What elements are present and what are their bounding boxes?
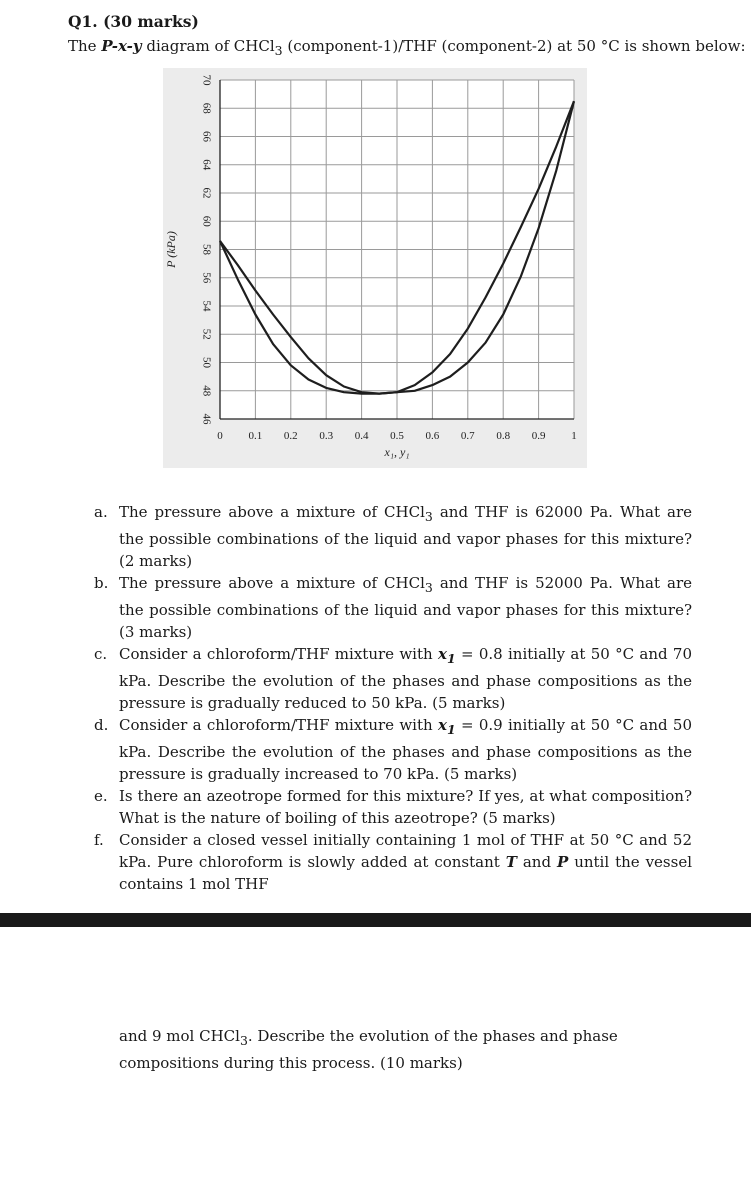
part-label: d.: [94, 716, 109, 734]
part-d: d. Consider a chloroform/THF mixture with $x_1 = 0.9$ initially at 50 °C and 50 kPa. Describe the evolution of the phases and phase compositions as the pressure is gradually increased to 70 kPa. (5 marks): [94, 716, 692, 783]
question-title: Q1. (30 marks): [68, 12, 199, 31]
part-e: e. Is there an azeotrope formed for this mixture? If yes, at what composition? What is the nature of boiling of this azeotrope? (5 marks): [94, 787, 692, 827]
x-tick-label: 0.5: [390, 430, 404, 442]
x-axis-title: x₁, y₁: [384, 445, 410, 459]
part-f: f. Consider a closed vessel initially containing 1 mol of THF at 50 °C and 52 kPa. Pure chloroform is slowly added at constant T and P until the vessel contains 1 mol THF: [94, 831, 692, 893]
part-label: e.: [94, 787, 108, 805]
y-tick-label: 48: [200, 385, 213, 397]
x-tick-label: 0.6: [425, 430, 440, 442]
pxy-chart: [163, 68, 587, 468]
y-tick-label: 52: [200, 328, 213, 340]
y-tick-label: 58: [200, 244, 213, 255]
x-tick-label: 0: [217, 430, 223, 442]
x-tick-label: 1: [571, 430, 577, 442]
y-tick-label: 66: [200, 131, 213, 142]
part-f-continuation: and 9 mol CHCl$_3$. Describe the evolution of the phases and phase compositions during this process. (10 marks): [119, 1027, 618, 1072]
x-tick-label: 0.1: [248, 430, 263, 442]
x-tick-label: 0.4: [354, 430, 369, 442]
x-tick-label: 0.3: [319, 430, 334, 442]
part-a: a. The pressure above a mixture of CHCl$_3$ and THF is 62000 Pa. What are the possible combinations of the liquid and vapor phases for this mixture? (2 marks): [94, 503, 692, 570]
x-tick-label: 0.8: [496, 430, 511, 442]
y-tick-label: 46: [200, 413, 213, 425]
part-label: b.: [94, 574, 109, 592]
y-tick-label: 54: [200, 300, 213, 312]
part-label: c.: [94, 645, 108, 663]
y-tick-label: 60: [200, 215, 213, 227]
page-divider: [0, 913, 751, 927]
question-parts: [94, 501, 692, 895]
part-b: b. The pressure above a mixture of CHCl$_3$ and THF is 52000 Pa. What are the possible combinations of the liquid and vapor phases for this mixture? (3 marks): [94, 574, 692, 641]
x-tick-label: 0.2: [283, 430, 298, 442]
y-tick-label: 56: [200, 272, 213, 284]
y-tick-label: 50: [200, 357, 213, 368]
x-tick-label: 0.9: [531, 430, 546, 442]
part-label: a.: [94, 503, 108, 521]
pxy-emphasis: P-x-y: [101, 37, 142, 55]
y-tick-label: 62: [200, 187, 213, 199]
part-c: c. Consider a chloroform/THF mixture with $x_1 = 0.8$ initially at 50 °C and 70 kPa. Describe the evolution of the phases and phase compositions as the pressure is gradually reduced to 50 kPa. (5 marks): [94, 645, 692, 712]
y-tick-label: 64: [200, 159, 213, 171]
y-tick-label: 70: [200, 74, 213, 86]
y-axis-title: P (kPa): [164, 231, 178, 268]
pxy-diagram: [163, 68, 587, 468]
part-label: f.: [94, 831, 104, 849]
x-tick-label: 0.7: [460, 430, 475, 442]
question-intro: The P-x-y diagram of CHCl$_3$ (component-1)/THF (component-2) at 50 °C is shown below:: [68, 37, 746, 58]
y-tick-label: 68: [200, 102, 213, 114]
